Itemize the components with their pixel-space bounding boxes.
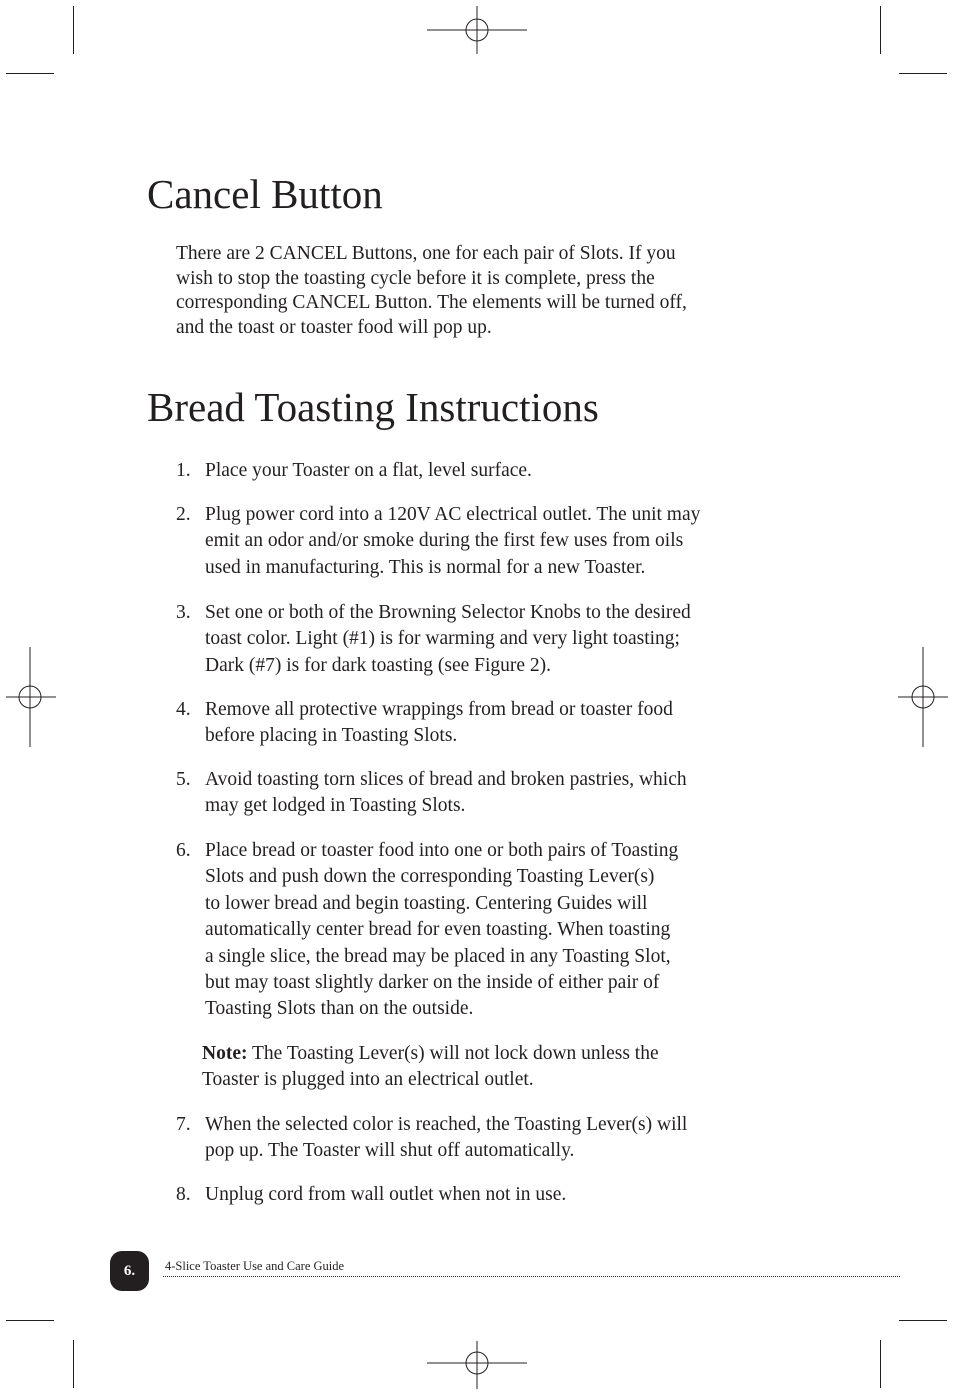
step-number: 2. xyxy=(176,504,191,525)
guide-title: 4-Slice Toaster Use and Care Guide xyxy=(165,1259,345,1273)
instruction-step-5 xyxy=(176,767,816,820)
footer-dotted-rule xyxy=(163,1276,900,1277)
crop-mark xyxy=(73,1340,74,1388)
step-line: Dark (#7) is for dark toasting (see Figure 2). xyxy=(205,654,552,676)
step-line: to lower bread and begin toasting. Centering Guides will xyxy=(205,892,648,914)
step-number: 5. xyxy=(176,769,191,790)
note-line xyxy=(202,1041,802,1067)
page-number-badge: 6. xyxy=(110,1251,149,1291)
step-number: 4. xyxy=(176,699,191,720)
registration-mark-bottom xyxy=(427,1341,527,1389)
step-line: When the selected color is reached, the Toasting Lever(s) will xyxy=(205,1114,688,1135)
step-number: 3. xyxy=(176,602,191,623)
paragraph-line: corresponding CANCEL Button. The elements will be turned off, xyxy=(176,292,687,314)
paragraph-line: There are 2 CANCEL Buttons, one for each pair of Slots. If you xyxy=(176,243,676,264)
step-line: pop up. The Toaster will shut off automatically. xyxy=(205,1140,575,1162)
step-text xyxy=(205,502,816,581)
registration-mark-top xyxy=(427,6,527,54)
crop-mark xyxy=(6,73,54,74)
instruction-step-8 xyxy=(176,1182,816,1208)
cancel-button-heading: Cancel Button xyxy=(147,171,383,217)
step-line: Toasting Slots than on the outside. xyxy=(205,998,474,1020)
note-label: Note: xyxy=(202,1043,248,1064)
step-line: Remove all protective wrappings from bread or toaster food xyxy=(205,699,673,720)
step-line: toast color. Light (#1) is for warming and very light toasting; xyxy=(205,628,680,650)
step-text xyxy=(205,838,816,1023)
registration-mark-left xyxy=(6,647,56,747)
crop-mark xyxy=(6,1320,54,1321)
step-text xyxy=(205,458,816,484)
step-text xyxy=(205,1182,816,1208)
step-line: Slots and push down the corresponding Toasting Lever(s) xyxy=(205,866,655,888)
step-line: Set one or both of the Browning Selector Knobs to the desired xyxy=(205,602,691,623)
step-text xyxy=(205,767,816,820)
step-line: Plug power cord into a 120V AC electrical outlet. The unit may xyxy=(205,504,701,525)
paragraph-line: and the toast or toaster food will pop up. xyxy=(176,317,492,339)
page-footer xyxy=(110,1251,900,1291)
instruction-step-2 xyxy=(176,502,816,581)
paragraph-line: wish to stop the toasting cycle before it is complete, press the xyxy=(176,267,655,289)
step-line: automatically center bread for even toasting. When toasting xyxy=(205,919,671,941)
step-line: but may toast slightly darker on the inside of either pair of xyxy=(205,972,660,994)
instruction-step-7 xyxy=(176,1112,816,1165)
step-text xyxy=(205,697,816,750)
step-line: Place your Toaster on a flat, level surface. xyxy=(205,460,532,481)
instruction-step-6 xyxy=(176,838,816,1023)
note-line: Toaster is plugged into an electrical outlet. xyxy=(202,1069,534,1091)
instruction-step-3 xyxy=(176,600,816,679)
crop-mark xyxy=(880,1340,881,1388)
bread-toasting-heading: Bread Toasting Instructions xyxy=(147,384,599,430)
crop-mark xyxy=(880,6,881,54)
step-number: 7. xyxy=(176,1114,191,1135)
registration-mark-right xyxy=(898,647,948,747)
crop-mark xyxy=(899,73,947,74)
step-line: emit an odor and/or smoke during the first few uses from oils xyxy=(205,530,684,552)
step-line: Unplug cord from wall outlet when not in use. xyxy=(205,1184,567,1205)
step-text xyxy=(205,600,816,679)
step-number: 8. xyxy=(176,1184,191,1205)
note-text: The Toasting Lever(s) will not lock down unless the xyxy=(247,1043,659,1064)
step-text xyxy=(205,1112,816,1165)
step-line: before placing in Toasting Slots. xyxy=(205,725,458,747)
cancel-button-paragraph xyxy=(176,242,816,341)
crop-mark xyxy=(899,1320,947,1321)
note-block xyxy=(202,1041,802,1094)
step-line: used in manufacturing. This is normal for a new Toaster. xyxy=(205,556,646,578)
step-line: a single slice, the bread may be placed in any Toasting Slot, xyxy=(205,945,671,967)
step-number: 6. xyxy=(176,840,191,861)
crop-mark xyxy=(73,6,74,54)
instruction-step-1 xyxy=(176,458,816,484)
step-number: 1. xyxy=(176,460,191,481)
step-line: Place bread or toaster food into one or both pairs of Toasting xyxy=(205,840,679,861)
step-line: may get lodged in Toasting Slots. xyxy=(205,795,466,817)
instruction-step-4 xyxy=(176,697,816,750)
step-line: Avoid toasting torn slices of bread and broken pastries, which xyxy=(205,769,687,790)
